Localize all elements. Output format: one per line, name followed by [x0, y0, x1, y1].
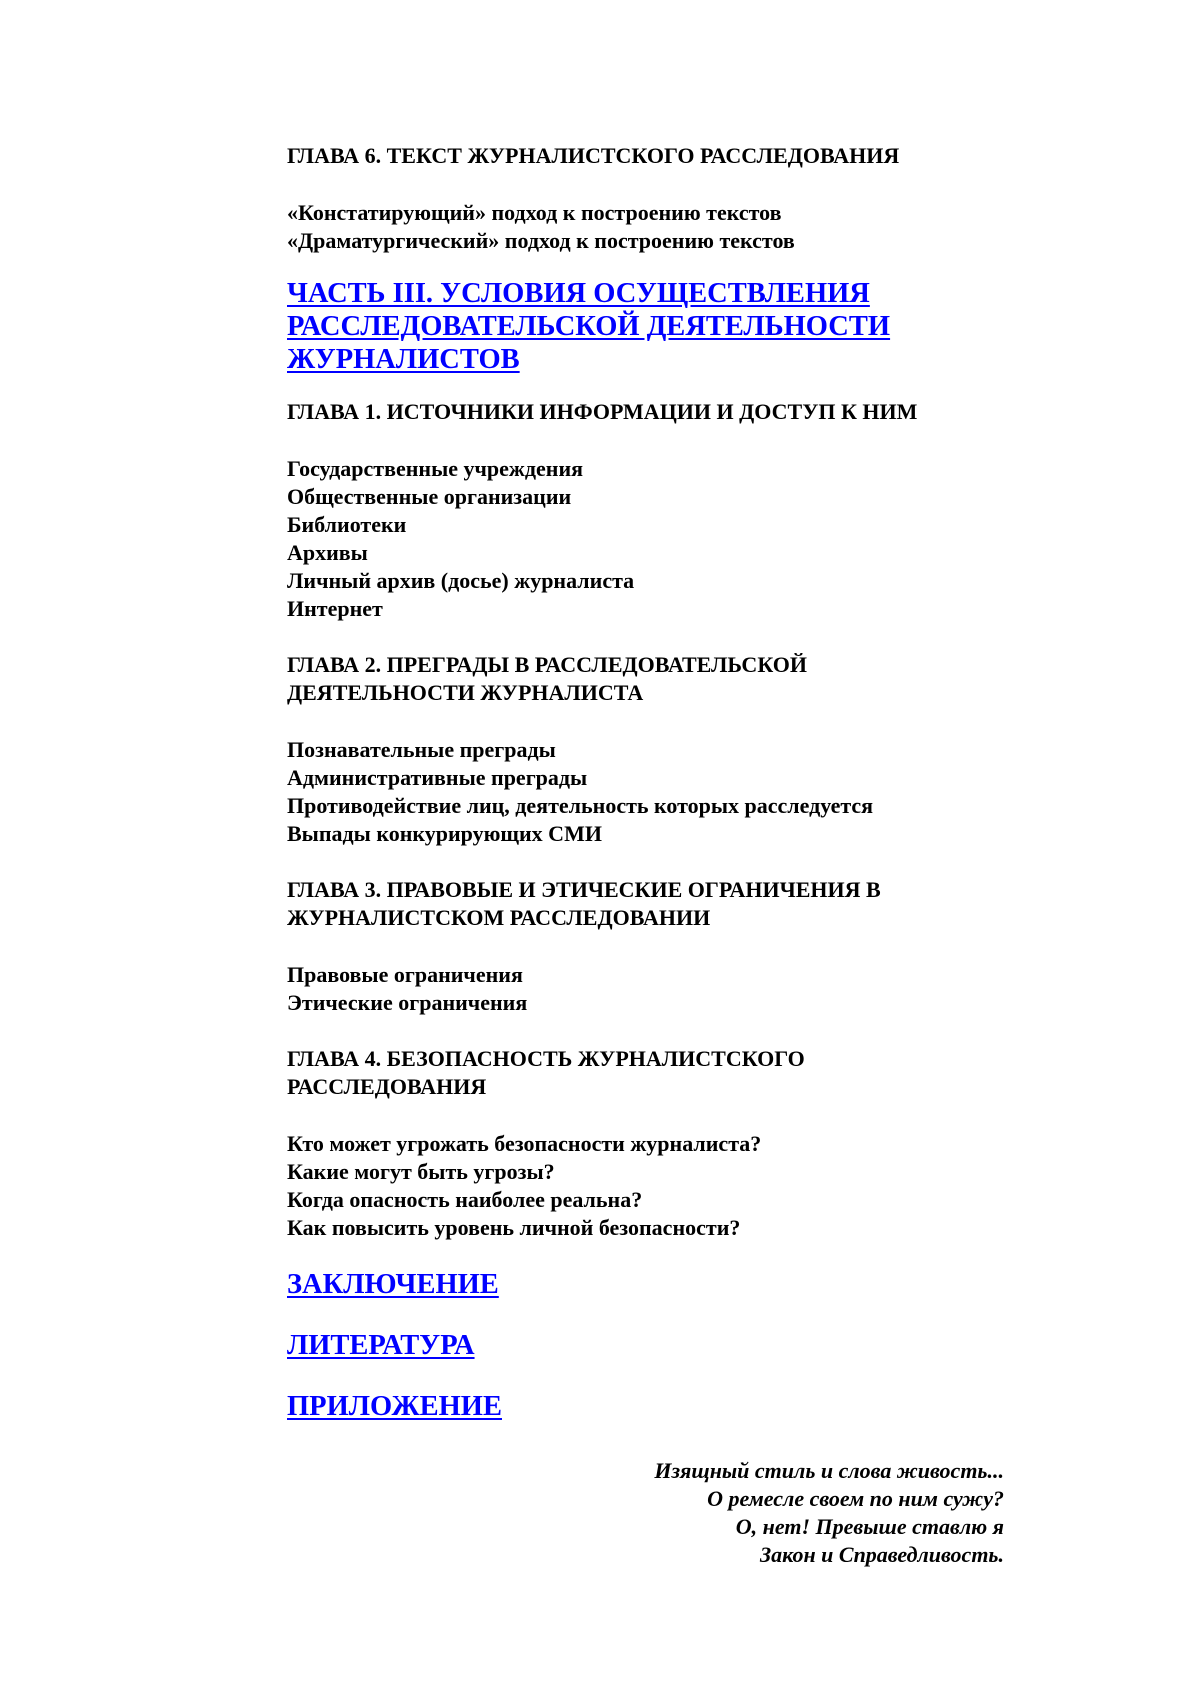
epigraph-line: О, нет! Превыше ставлю я — [735, 1514, 1004, 1539]
chapter-3-title-line: ЖУРНАЛИСТСКОМ РАССЛЕДОВАНИИ — [287, 905, 711, 930]
appendix-link[interactable]: ПРИЛОЖЕНИЕ — [287, 1391, 502, 1422]
list-item: Интернет — [287, 596, 383, 621]
list-item: Государственные учреждения — [287, 456, 584, 481]
chapter-2-title-line: ГЛАВА 2. ПРЕГРАДЫ В РАССЛЕДОВАТЕЛЬСКОЙ — [287, 652, 807, 677]
chapter-2-title — [287, 651, 1087, 707]
conclusion-link[interactable]: ЗАКЛЮЧЕНИЕ — [287, 1269, 499, 1300]
epigraph-line: Изящный стиль и слова живость... — [654, 1458, 1004, 1483]
literature-link[interactable]: ЛИТЕРАТУРА — [287, 1330, 475, 1361]
list-item: Кто может угрожать безопасности журналиста? — [287, 1131, 762, 1156]
list-item: Правовые ограничения — [287, 962, 523, 987]
epigraph-line: О ремесле своем по ним сужу? — [707, 1486, 1004, 1511]
chapter-4-title — [287, 1045, 1087, 1101]
list-item: Познавательные преграды — [287, 737, 556, 762]
list-item: Личный архив (досье) журналиста — [287, 568, 635, 593]
chapter-3-title — [287, 876, 1087, 932]
list-item: «Констатирующий» подход к построению текстов — [287, 200, 782, 225]
chapter-3-items — [287, 961, 1087, 1017]
list-item: Административные преграды — [287, 765, 588, 790]
chapter-1-items — [287, 455, 1087, 623]
epigraph-line: Закон и Справедливость. — [759, 1542, 1004, 1567]
chapter-3-title-line: ГЛАВА 3. ПРАВОВЫЕ И ЭТИЧЕСКИЕ ОГРАНИЧЕНИЯ В — [287, 877, 881, 902]
chapter-2-items — [287, 736, 1087, 848]
chapter-4-title-line: РАССЛЕДОВАНИЯ — [287, 1074, 487, 1099]
part-3-link-line: ЖУРНАЛИСТОВ — [287, 344, 520, 375]
list-item: Как повысить уровень личной безопасности? — [287, 1215, 741, 1240]
chapter-6-title: ГЛАВА 6. ТЕКСТ ЖУРНАЛИСТСКОГО РАССЛЕДОВАНИЯ — [287, 143, 900, 168]
chapter-6-items — [287, 199, 1087, 255]
part-3-link-line: РАССЛЕДОВАТЕЛЬСКОЙ ДЕЯТЕЛЬНОСТИ — [287, 311, 891, 342]
chapter-4-items — [287, 1130, 1087, 1242]
chapter-4-title-line: ГЛАВА 4. БЕЗОПАСНОСТЬ ЖУРНАЛИСТСКОГО — [287, 1046, 805, 1071]
part-3-link[interactable] — [287, 277, 1087, 376]
list-item: Какие могут быть угрозы? — [287, 1159, 555, 1184]
list-item: Противодействие лиц, деятельность которых расследуется — [287, 793, 874, 818]
list-item: Выпады конкурирующих СМИ — [287, 821, 602, 846]
chapter-2-title-line: ДЕЯТЕЛЬНОСТИ ЖУРНАЛИСТА — [287, 680, 644, 705]
list-item: «Драматургический» подход к построению текстов — [287, 228, 795, 253]
list-item: Библиотеки — [287, 512, 407, 537]
part-3-link-line: ЧАСТЬ III. УСЛОВИЯ ОСУЩЕСТВЛЕНИЯ — [287, 278, 870, 309]
list-item: Этические ограничения — [287, 990, 528, 1015]
list-item: Когда опасность наиболее реальна? — [287, 1187, 643, 1212]
chapter-1-title: ГЛАВА 1. ИСТОЧНИКИ ИНФОРМАЦИИ И ДОСТУП К НИМ — [287, 399, 918, 424]
list-item: Архивы — [287, 540, 368, 565]
list-item: Общественные организации — [287, 484, 572, 509]
table-of-contents — [287, 142, 1087, 1423]
epigraph — [654, 1457, 1004, 1569]
